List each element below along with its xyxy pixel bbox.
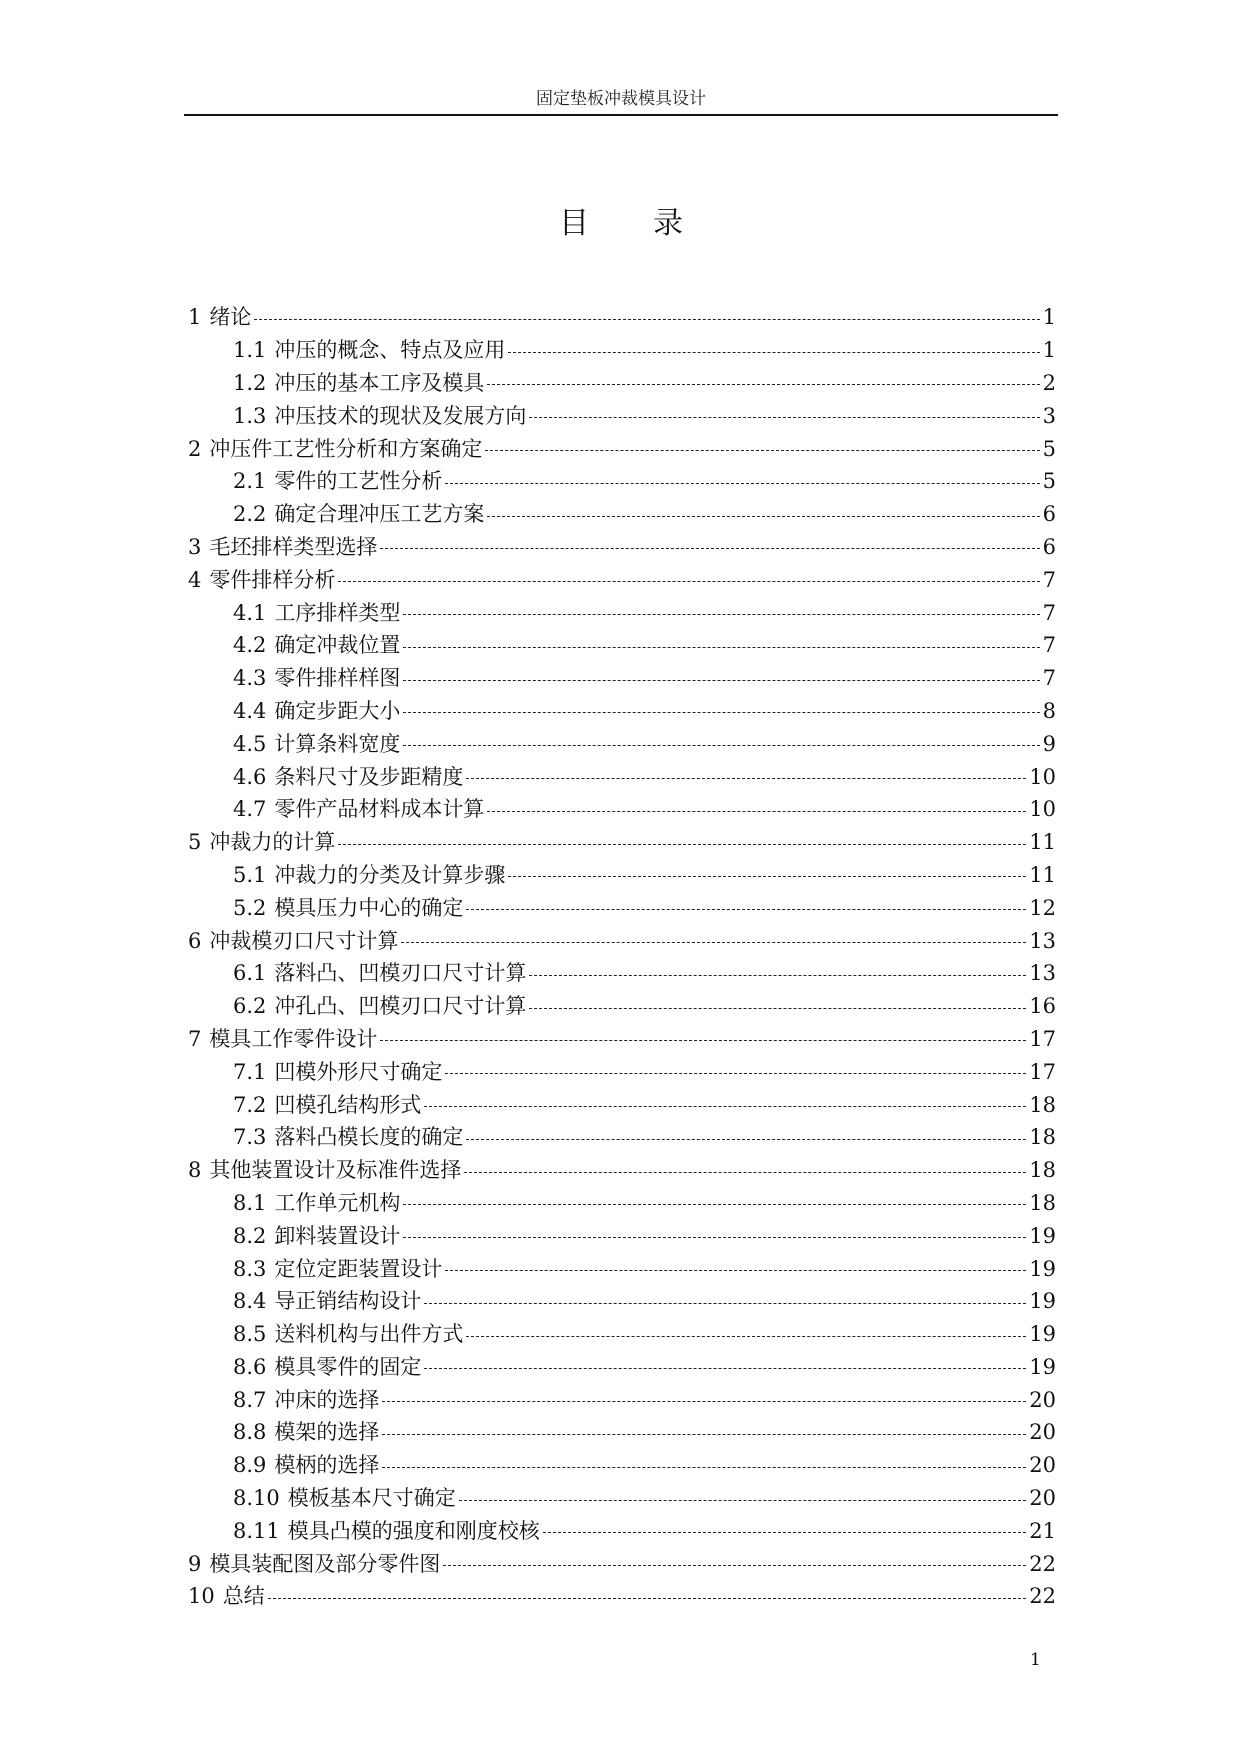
toc-entry-title: 毛坯排样类型选择 xyxy=(209,534,378,559)
toc-entry[interactable] xyxy=(188,1154,1056,1187)
toc-entry-number: 8.10 xyxy=(233,1486,280,1511)
toc-entry-number: 4.3 xyxy=(233,666,267,691)
toc-leader-dashes xyxy=(424,1303,1026,1304)
toc-entry-label xyxy=(233,1518,540,1544)
toc-entry[interactable] xyxy=(188,367,1056,400)
page-title-char-1: 目 xyxy=(559,206,589,241)
toc-entry-page: 21 xyxy=(1029,1518,1056,1543)
toc-entry-title: 导正销结构设计 xyxy=(274,1289,422,1314)
toc-entry[interactable] xyxy=(188,629,1056,662)
toc-entry-number: 4.6 xyxy=(233,764,267,789)
toc-entry-label xyxy=(233,1452,379,1478)
toc-entry-number: 6.1 xyxy=(233,961,267,986)
toc-entry-number: 8 xyxy=(188,1158,202,1183)
toc-entry-page: 18 xyxy=(1029,1125,1056,1150)
toc-entry[interactable] xyxy=(188,793,1056,826)
toc-entry-label xyxy=(233,993,526,1019)
toc-entry-label xyxy=(188,567,335,593)
toc-entry[interactable] xyxy=(188,1187,1056,1220)
toc-entry-label xyxy=(233,501,484,527)
toc-entry-page: 12 xyxy=(1029,895,1056,920)
toc-entry-title: 零件排样样图 xyxy=(274,666,401,691)
toc-entry-page: 8 xyxy=(1042,698,1056,723)
toc-entry-number: 8.7 xyxy=(233,1387,267,1412)
toc-entry-label xyxy=(233,1256,442,1282)
toc-entry[interactable] xyxy=(188,1121,1056,1154)
toc-entry-number: 8.4 xyxy=(233,1289,267,1314)
toc-entry[interactable] xyxy=(188,957,1056,990)
toc-entry-title: 落料凸、凹模刃口尺寸计算 xyxy=(274,961,527,986)
toc-entry[interactable] xyxy=(188,1580,1056,1613)
toc-entry-page: 19 xyxy=(1029,1354,1056,1379)
toc-entry-number: 7.2 xyxy=(233,1092,267,1117)
toc-entry-page: 20 xyxy=(1029,1453,1056,1478)
toc-entry-label xyxy=(233,960,526,986)
toc-entry-label xyxy=(188,534,377,560)
toc-entry-page: 20 xyxy=(1029,1486,1056,1511)
toc-entry-label xyxy=(233,698,400,724)
toc-leader-dashes xyxy=(466,778,1026,779)
toc-entry-number: 5.1 xyxy=(233,862,267,887)
toc-entry-page: 17 xyxy=(1029,1059,1056,1084)
toc-entry-number: 8.2 xyxy=(233,1223,267,1248)
toc-leader-dashes xyxy=(445,1073,1026,1074)
toc-entry-label xyxy=(233,1321,463,1347)
toc-entry-label xyxy=(233,764,463,790)
toc-entry-label xyxy=(233,600,400,626)
toc-entry-title: 模板基本尺寸确定 xyxy=(287,1486,456,1511)
toc-entry-title: 冲孔凸、凹模刃口尺寸计算 xyxy=(274,994,527,1019)
toc-entry-title: 冲床的选择 xyxy=(274,1387,380,1412)
toc-entry-page: 19 xyxy=(1029,1223,1056,1248)
table-of-contents xyxy=(188,301,1056,1613)
toc-entry-title: 确定合理冲压工艺方案 xyxy=(274,502,485,527)
toc-entry-label xyxy=(233,1124,463,1150)
toc-leader-dashes xyxy=(443,1565,1026,1566)
toc-entry-page: 5 xyxy=(1042,436,1056,461)
toc-entry-title: 凹模孔结构形式 xyxy=(274,1092,422,1117)
toc-leader-dashes xyxy=(466,1336,1026,1337)
toc-entry-number: 1.3 xyxy=(233,403,267,428)
toc-entry-label xyxy=(233,796,484,822)
toc-entry-number: 8.8 xyxy=(233,1420,267,1445)
toc-entry-number: 8.9 xyxy=(233,1453,267,1478)
page-title xyxy=(184,204,1058,244)
toc-entry[interactable] xyxy=(188,1449,1056,1482)
toc-entry-number: 10 xyxy=(188,1584,215,1609)
toc-entry-label xyxy=(188,1551,440,1577)
toc-entry-title: 模具凸模的强度和刚度校核 xyxy=(287,1518,540,1543)
toc-entry-page: 1 xyxy=(1042,338,1056,363)
toc-entry-title: 其他装置设计及标准件选择 xyxy=(209,1158,462,1183)
toc-entry[interactable] xyxy=(188,1219,1056,1252)
toc-entry-title: 工作单元机构 xyxy=(274,1190,401,1215)
toc-leader-dashes xyxy=(445,1270,1026,1271)
header-rule xyxy=(184,114,1058,116)
toc-leader-dashes xyxy=(445,483,1039,484)
toc-entry[interactable] xyxy=(188,760,1056,793)
toc-entry-label xyxy=(233,1190,400,1216)
toc-entry-title: 冲压的概念、特点及应用 xyxy=(274,338,506,363)
toc-entry-page: 17 xyxy=(1029,1026,1056,1051)
toc-entry[interactable] xyxy=(188,1023,1056,1056)
toc-leader-dashes xyxy=(543,1532,1027,1533)
toc-entry-title: 凹模外形尺寸确定 xyxy=(274,1059,443,1084)
toc-entry-page: 20 xyxy=(1029,1387,1056,1412)
toc-entry-number: 8.5 xyxy=(233,1322,267,1347)
toc-entry-page: 10 xyxy=(1029,764,1056,789)
toc-entry[interactable] xyxy=(188,990,1056,1023)
toc-leader-dashes xyxy=(403,745,1039,746)
toc-entry-number: 4.2 xyxy=(233,633,267,658)
toc-entry-page: 1 xyxy=(1042,305,1056,330)
toc-entry-page: 7 xyxy=(1042,633,1056,658)
toc-entry-number: 6 xyxy=(188,928,202,953)
toc-entry-title: 冲压件工艺性分析和方案确定 xyxy=(209,436,483,461)
toc-entry-page: 19 xyxy=(1029,1289,1056,1314)
toc-entry-label xyxy=(233,1485,456,1511)
toc-entry[interactable] xyxy=(188,399,1056,432)
toc-entry-page: 5 xyxy=(1042,469,1056,494)
toc-entry-page: 6 xyxy=(1042,534,1056,559)
toc-entry-page: 22 xyxy=(1029,1551,1056,1576)
toc-entry-number: 3 xyxy=(188,534,202,559)
toc-entry-page: 13 xyxy=(1029,961,1056,986)
toc-entry[interactable] xyxy=(188,662,1056,695)
toc-entry[interactable] xyxy=(188,1514,1056,1547)
toc-leader-dashes xyxy=(466,1139,1026,1140)
toc-entry-number: 7.1 xyxy=(233,1059,267,1084)
toc-entry[interactable] xyxy=(188,1416,1056,1449)
toc-entry-label xyxy=(233,1288,421,1314)
toc-entry[interactable] xyxy=(188,1318,1056,1351)
toc-entry-label xyxy=(233,665,400,691)
toc-leader-dashes xyxy=(403,1237,1026,1238)
toc-leader-dashes xyxy=(424,1368,1026,1369)
toc-entry-number: 1.2 xyxy=(233,370,267,395)
toc-leader-dashes xyxy=(338,581,1039,582)
toc-entry[interactable] xyxy=(188,1383,1056,1416)
toc-entry-number: 8.11 xyxy=(233,1518,280,1543)
toc-entry-title: 确定冲裁位置 xyxy=(274,633,401,658)
toc-leader-dashes xyxy=(338,844,1026,845)
toc-entry-number: 1 xyxy=(188,305,202,330)
running-header: 固定垫板冲裁模具设计 xyxy=(536,89,706,109)
toc-entry[interactable] xyxy=(188,563,1056,596)
toc-entry[interactable] xyxy=(188,859,1056,892)
toc-entry-title: 模具压力中心的确定 xyxy=(274,895,464,920)
toc-entry-number: 6.2 xyxy=(233,994,267,1019)
toc-entry[interactable] xyxy=(188,695,1056,728)
toc-entry-page: 16 xyxy=(1029,994,1056,1019)
toc-entry-label xyxy=(233,337,505,363)
toc-entry-number: 5 xyxy=(188,830,202,855)
toc-entry-page: 9 xyxy=(1042,731,1056,756)
toc-entry-page: 18 xyxy=(1029,1158,1056,1183)
toc-entry-page: 20 xyxy=(1029,1420,1056,1445)
toc-entry[interactable] xyxy=(188,1351,1056,1384)
toc-leader-dashes xyxy=(382,1401,1026,1402)
toc-entry-label xyxy=(233,468,442,494)
toc-entry-number: 4 xyxy=(188,567,202,592)
toc-leader-dashes xyxy=(403,647,1039,648)
toc-entry-label xyxy=(233,1223,400,1249)
toc-entry[interactable] xyxy=(188,1285,1056,1318)
toc-entry-label xyxy=(233,1354,421,1380)
toc-entry-number: 4.5 xyxy=(233,731,267,756)
toc-entry[interactable] xyxy=(188,924,1056,957)
toc-entry-label xyxy=(233,403,526,429)
toc-leader-dashes xyxy=(254,319,1039,320)
toc-entry-title: 模具零件的固定 xyxy=(274,1354,422,1379)
toc-entry-title: 冲压的基本工序及模具 xyxy=(274,370,485,395)
toc-entry-page: 18 xyxy=(1029,1092,1056,1117)
toc-entry-label xyxy=(188,928,398,954)
toc-entry-number: 7 xyxy=(188,1026,202,1051)
toc-leader-dashes xyxy=(487,516,1039,517)
toc-leader-dashes xyxy=(459,1500,1027,1501)
toc-leader-dashes xyxy=(508,876,1026,877)
toc-entry-title: 冲裁力的计算 xyxy=(209,830,336,855)
toc-entry-page: 6 xyxy=(1042,502,1056,527)
toc-entry-title: 定位定距装置设计 xyxy=(274,1256,443,1281)
toc-leader-dashes xyxy=(487,384,1039,385)
toc-entry-label xyxy=(188,1157,461,1183)
toc-entry-page: 13 xyxy=(1029,928,1056,953)
toc-entry-page: 2 xyxy=(1042,370,1056,395)
toc-entry-title: 零件产品材料成本计算 xyxy=(274,797,485,822)
toc-entry[interactable] xyxy=(188,1055,1056,1088)
toc-leader-dashes xyxy=(380,1040,1026,1041)
toc-entry-page: 11 xyxy=(1029,830,1056,855)
toc-entry[interactable] xyxy=(188,1547,1056,1580)
toc-leader-dashes xyxy=(403,712,1039,713)
toc-leader-dashes xyxy=(508,352,1039,353)
toc-entry-title: 绪论 xyxy=(209,305,252,330)
toc-entry-page: 3 xyxy=(1042,403,1056,428)
toc-entry[interactable] xyxy=(188,531,1056,564)
toc-leader-dashes xyxy=(380,548,1039,549)
toc-entry-title: 确定步距大小 xyxy=(274,698,401,723)
toc-entry-title: 模柄的选择 xyxy=(274,1453,380,1478)
toc-entry-number: 8.3 xyxy=(233,1256,267,1281)
toc-entry-label xyxy=(188,1026,377,1052)
toc-entry-page: 7 xyxy=(1042,600,1056,625)
toc-entry-title: 模架的选择 xyxy=(274,1420,380,1445)
toc-leader-dashes xyxy=(529,417,1039,418)
toc-entry-label xyxy=(188,1583,265,1609)
toc-entry-label xyxy=(233,1092,421,1118)
toc-entry[interactable] xyxy=(188,1252,1056,1285)
toc-leader-dashes xyxy=(485,450,1039,451)
toc-leader-dashes xyxy=(268,1598,1027,1599)
toc-leader-dashes xyxy=(382,1434,1026,1435)
toc-entry-number: 9 xyxy=(188,1551,202,1576)
toc-leader-dashes xyxy=(464,1172,1026,1173)
toc-entry-title: 零件排样分析 xyxy=(209,567,336,592)
toc-entry-page: 11 xyxy=(1029,862,1056,887)
toc-entry-title: 工序排样类型 xyxy=(274,600,401,625)
toc-entry-page: 7 xyxy=(1042,567,1056,592)
toc-entry-title: 零件的工艺性分析 xyxy=(274,469,443,494)
toc-entry-label xyxy=(233,370,484,396)
toc-leader-dashes xyxy=(424,1106,1026,1107)
toc-entry-title: 冲裁模刃口尺寸计算 xyxy=(209,928,399,953)
toc-entry[interactable] xyxy=(188,1088,1056,1121)
toc-leader-dashes xyxy=(382,1467,1026,1468)
toc-entry-number: 2 xyxy=(188,436,202,461)
toc-entry-title: 卸料装置设计 xyxy=(274,1223,401,1248)
toc-entry-title: 落料凸模长度的确定 xyxy=(274,1125,464,1150)
toc-entry[interactable] xyxy=(188,301,1056,334)
page-number: 1 xyxy=(1030,1650,1041,1670)
toc-entry-page: 22 xyxy=(1029,1584,1056,1609)
toc-entry-title: 送料机构与出件方式 xyxy=(274,1322,464,1347)
toc-entry-number: 7.3 xyxy=(233,1125,267,1150)
toc-entry-page: 19 xyxy=(1029,1256,1056,1281)
toc-leader-dashes xyxy=(403,1204,1026,1205)
toc-entry-title: 冲裁力的分类及计算步骤 xyxy=(274,862,506,887)
toc-entry-label xyxy=(233,632,400,658)
toc-leader-dashes xyxy=(529,1008,1026,1009)
toc-entry[interactable] xyxy=(188,498,1056,531)
toc-entry-label xyxy=(188,304,251,330)
toc-entry[interactable] xyxy=(188,826,1056,859)
toc-entry-number: 4.4 xyxy=(233,698,267,723)
toc-entry-page: 18 xyxy=(1029,1190,1056,1215)
toc-entry-number: 1.1 xyxy=(233,338,267,363)
toc-entry[interactable] xyxy=(188,596,1056,629)
toc-entry-number: 4.7 xyxy=(233,797,267,822)
toc-entry-label xyxy=(233,731,400,757)
toc-leader-dashes xyxy=(401,942,1026,943)
toc-entry-title: 条料尺寸及步距精度 xyxy=(274,764,464,789)
toc-entry-title: 冲压技术的现状及发展方向 xyxy=(274,403,527,428)
toc-entry[interactable] xyxy=(188,727,1056,760)
toc-leader-dashes xyxy=(403,614,1039,615)
toc-entry-number: 2.2 xyxy=(233,502,267,527)
page-title-char-2: 录 xyxy=(653,206,683,241)
toc-entry-title: 模具装配图及部分零件图 xyxy=(209,1551,441,1576)
toc-entry-title: 模具工作零件设计 xyxy=(209,1026,378,1051)
toc-entry-title: 总结 xyxy=(222,1584,265,1609)
toc-entry-page: 19 xyxy=(1029,1322,1056,1347)
toc-leader-dashes xyxy=(466,909,1026,910)
toc-entry-number: 8.1 xyxy=(233,1190,267,1215)
toc-entry[interactable] xyxy=(188,432,1056,465)
toc-entry-number: 2.1 xyxy=(233,469,267,494)
toc-entry-label xyxy=(188,829,335,855)
toc-entry-label xyxy=(233,895,463,921)
toc-entry[interactable] xyxy=(188,465,1056,498)
toc-entry[interactable] xyxy=(188,1482,1056,1515)
toc-entry[interactable] xyxy=(188,891,1056,924)
toc-entry-label xyxy=(233,1419,379,1445)
toc-entry-label xyxy=(233,1387,379,1413)
toc-entry-label xyxy=(233,1059,442,1085)
toc-entry-page: 7 xyxy=(1042,666,1056,691)
toc-entry-title: 计算条料宽度 xyxy=(274,731,401,756)
toc-entry-label xyxy=(188,436,482,462)
toc-leader-dashes xyxy=(403,680,1039,681)
toc-entry-number: 4.1 xyxy=(233,600,267,625)
toc-leader-dashes xyxy=(487,811,1026,812)
toc-entry-label xyxy=(233,862,505,888)
toc-entry-number: 8.6 xyxy=(233,1354,267,1379)
toc-entry-number: 5.2 xyxy=(233,895,267,920)
toc-entry-page: 10 xyxy=(1029,797,1056,822)
toc-entry[interactable] xyxy=(188,334,1056,367)
toc-leader-dashes xyxy=(529,975,1026,976)
